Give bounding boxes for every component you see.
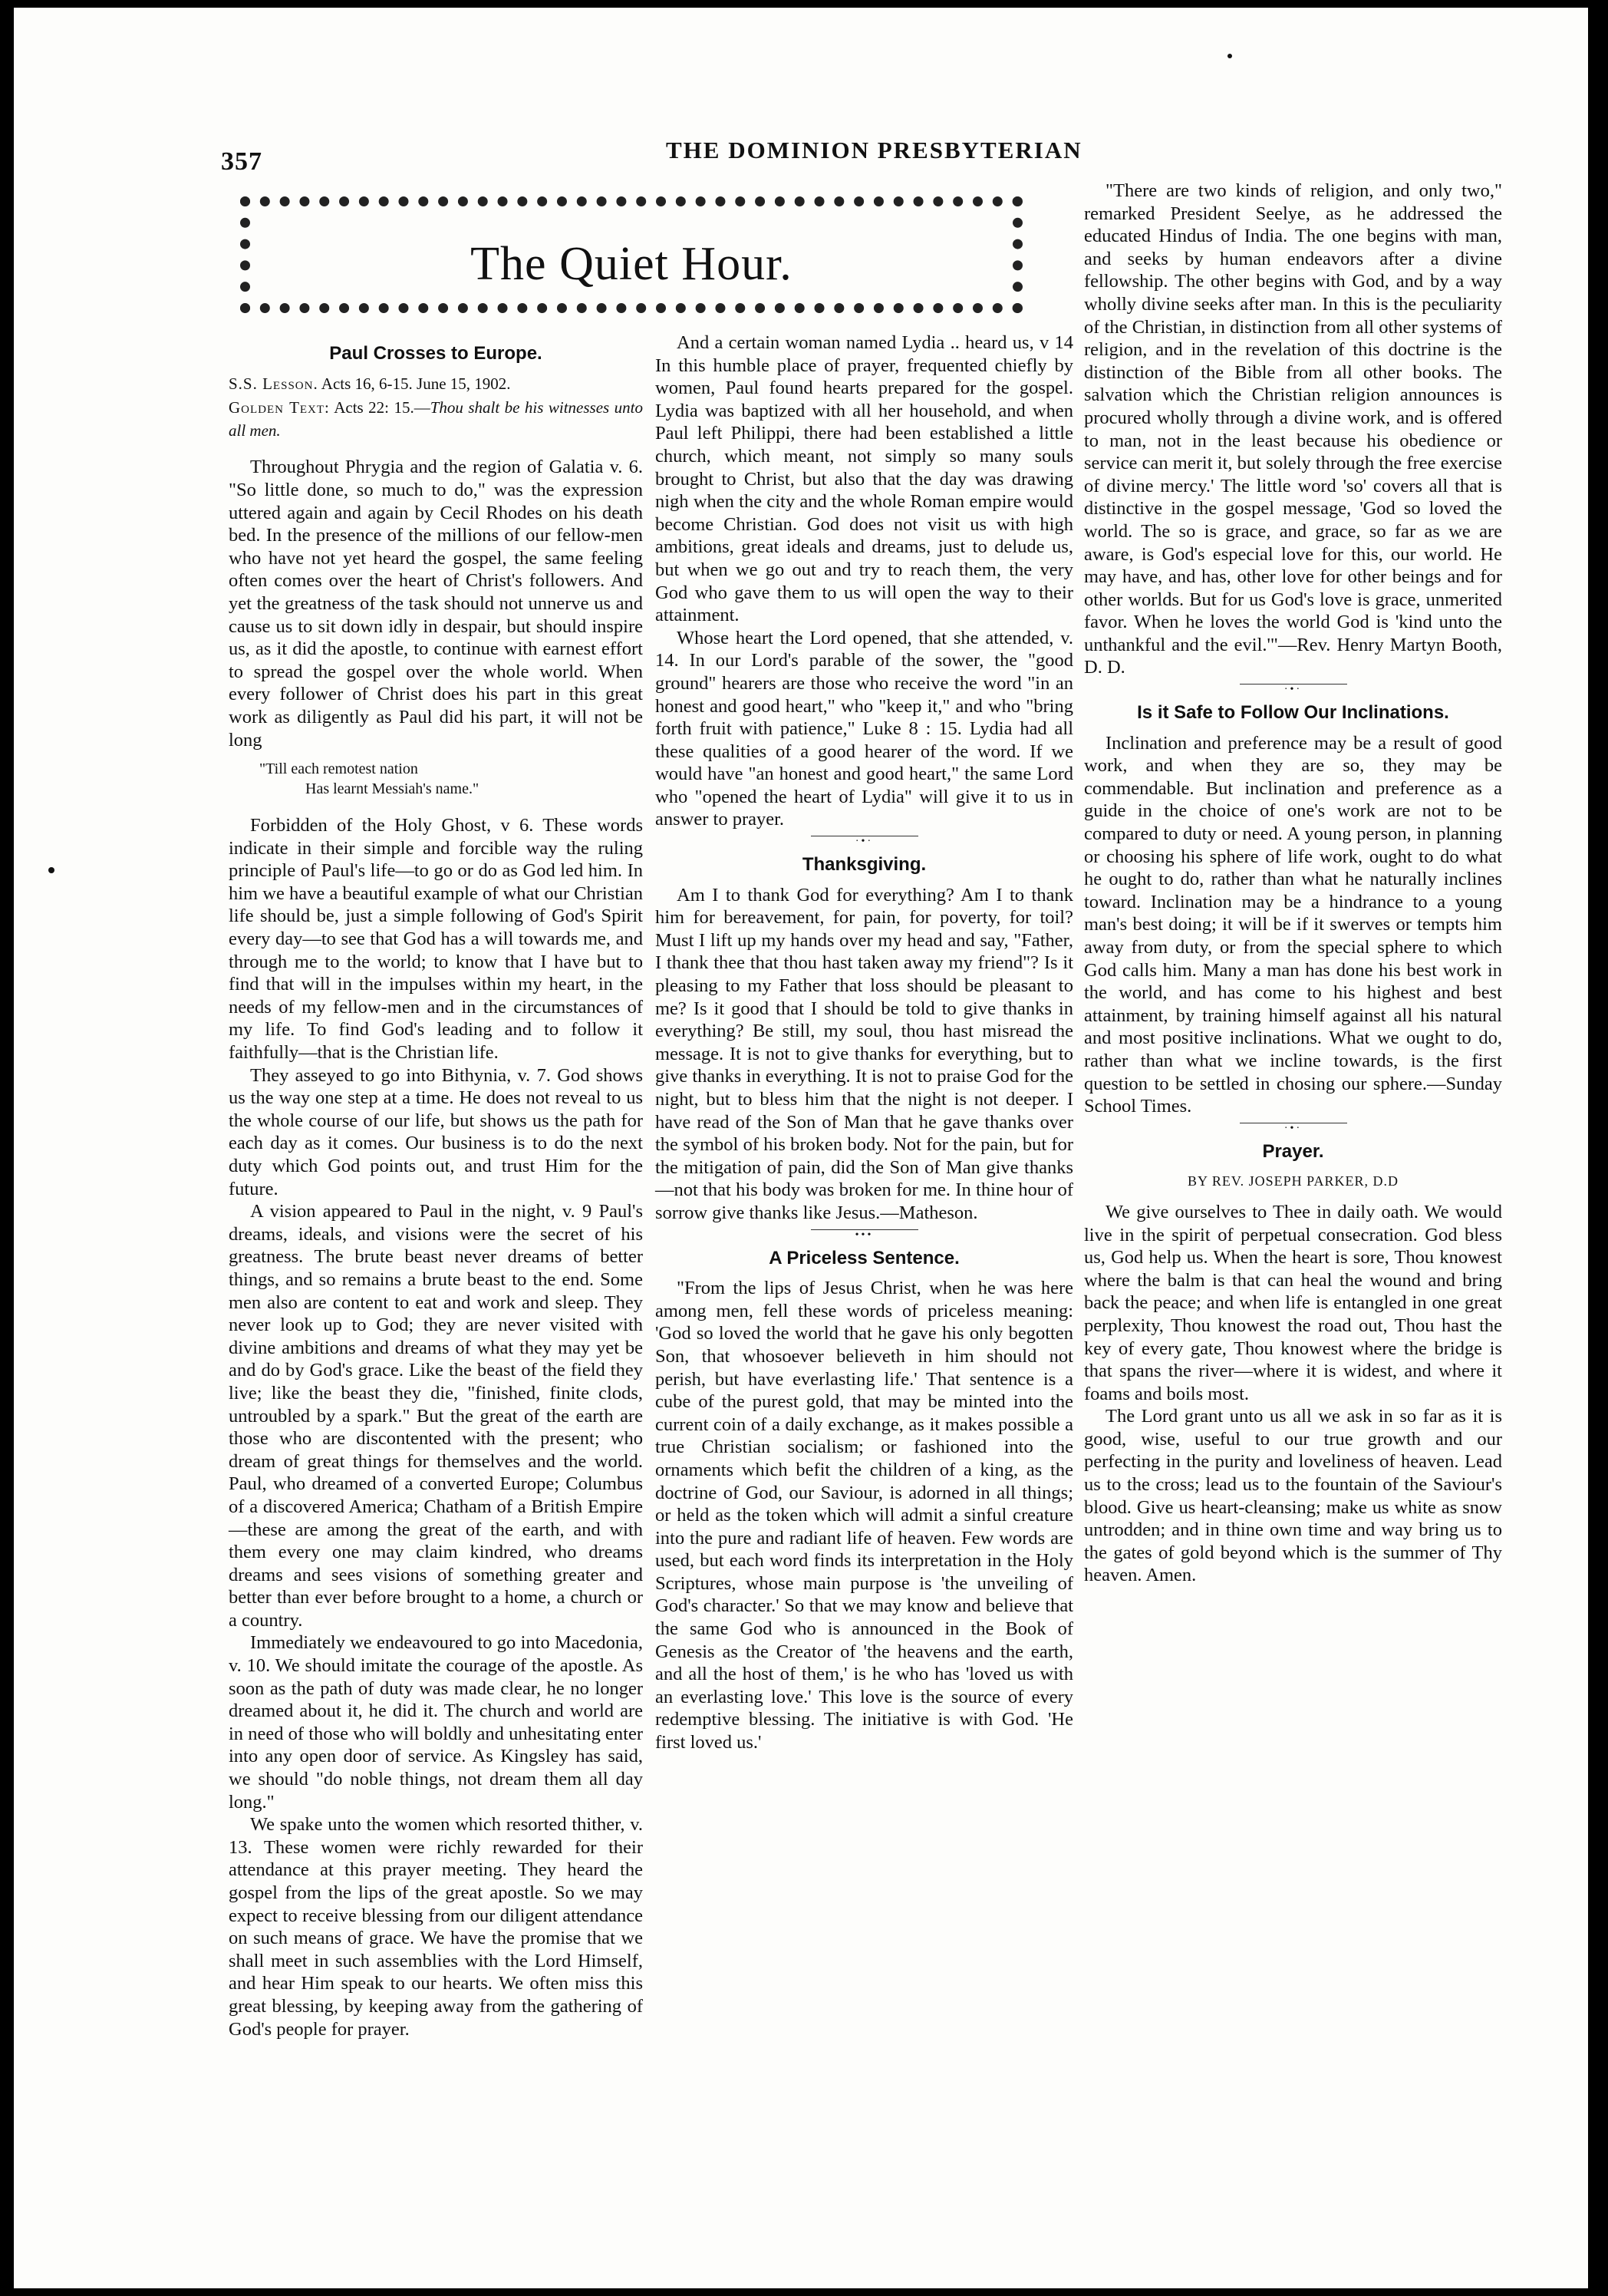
inclinations-heading: Is it Safe to Follow Our Inclinations. — [1137, 702, 1449, 724]
column-1 — [229, 342, 643, 2040]
print-speck — [48, 867, 54, 873]
verse-line: Has learnt Messiah's name." — [305, 780, 479, 798]
lesson-paragraph: They asseyed to go into Bithynia, v. 7. God shows us the way one step at a time. He does not reveal to us the whole course of our life, but shows us the path for each day as it comes. Our business is to do the next duty which God points out, and trust Him for the future. — [229, 1064, 643, 1199]
publication-title: THE DOMINION PRESBYTERIAN — [666, 137, 1082, 163]
thanksgiving-heading: Thanksgiving. — [802, 854, 927, 876]
lesson-reference — [229, 373, 643, 396]
page-number: 357 — [221, 147, 262, 176]
section-divider: ••• — [811, 1229, 918, 1241]
golden-ref: Acts 22: 15.— — [334, 398, 430, 417]
inclinations-paragraph: Inclination and preference may be a result of good work, and when they are so, they may be commendable. But inclination and preference as a guide in the choice of one's work are not to be compared to duty or need. A young person, in planning or choosing his sphere of life work, ought to do what he ought to do, rather than what he naturally inclines toward. Inclination may be a hindrance to a young man's best doing; it will be if it swerves or tempts him away from duty, or from the special sphere to which God calls him. Many a man has done his best work in the world, and has come to his highest and best attainment, by training himself against all his natural and most positive inclinations. What we ought to do, rather than what we incline towards, is the first question to be settled in chosing our sphere.—Sunday School Times. — [1084, 732, 1502, 1117]
lesson-heading: Paul Crosses to Europe. — [329, 343, 542, 364]
print-speck — [1227, 54, 1232, 58]
banner-title: The Quiet Hour. — [470, 238, 792, 290]
golden-text — [229, 397, 643, 442]
section-divider: ·•· — [811, 836, 918, 847]
lesson-paragraph: And a certain woman named Lydia .. heard us, v 14 In this humble place of prayer, frequented chiefly by women, Paul found hearts prepared for the gospel. Lydia was baptized with all her household, and when Paul left Philippi, there had been established a little church, which meant, not simply so many souls brought to Christ, but also that the day was drawing nigh when the city and the whole Roman empire would become Christian. God does not visit us with high ambitions, great ideals and dreams, just to delude us, but when we go out and try to reach them, the very God who gave them to us will open the way to their attainment. — [655, 332, 1073, 626]
lesson-paragraph: Whose heart the Lord opened, that she attended, v. 14. In our Lord's parable of the sower, the "good ground" hearers are those who receive the word "in an honest and good heart," who "keep it," and who "bring forth fruit with patience," Luke 8 : 15. Lydia had all these qualities of a good hearer of the word. If we would have "an honest and good heart," the same Lord who "opened the heart of Lydia" will give it to us in answer to prayer. — [655, 627, 1073, 830]
ss-text: Acts 16, 6-15. June 15, 1902. — [321, 374, 511, 393]
section-banner — [240, 196, 1023, 313]
newspaper-page — [14, 8, 1588, 2288]
golden-label: Golden Text: — [229, 398, 330, 417]
verse-line: "Till each remotest nation — [259, 760, 418, 778]
column-3 — [1084, 180, 1502, 1587]
column-2 — [655, 332, 1073, 1754]
sentence-heading: A Priceless Sentence. — [769, 1247, 960, 1268]
sentence-paragraph: "There are two kinds of religion, and only two," remarked President Seelye, as he addressed the educated Hindus of India. The one begins with man, and seeks by human endeavors after a divine fellowship. The other begins with God, and by a way wholly divine seeks after man. In this is the peculiarity of the Christian, in distinction from all other systems of religion, and in the revelation of this doctrine is the distinction of the Bible from all other books. The salvation which the Christian religion announces is procured wholly through a divine work, and is offered to man, not in the least because his obedience or service can merit it, but solely through the free exercise of divine mercy.' The little word 'so' covers all that is distinctive in the gospel message, 'God so loved the world. The so is grace, and grace, so far as we are aware, is God's especial love for this, our world. He may have, and has, other love for other beings and for other worlds. But for us God's love is grace, unmerited favor. When he loves the world God is 'kind unto the unthankful and the evil.'"—Rev. Henry Martyn Booth, D. D. — [1084, 180, 1502, 678]
ss-label: S.S. Lesson. — [229, 374, 318, 393]
prayer-paragraph: The Lord grant unto us all we ask in so far as it is good, wise, useful to our true growth and our perfecting in the purity and loveliness of heaven. Lead us to the cross; lead us to the fountain of the Saviour's blood. Give us heart-cleansing; make us white as snow untrodden; and in thine own time and way bring us to the gates of gold beyond which is the summer of Thy heaven. Amen. — [1084, 1406, 1502, 1586]
prayer-paragraph: We give ourselves to Thee in daily oath. We would live in the spirit of perpetual consecration. God bless us, God help us. When the heart is sore, Thou knowest where the balm is that can heal the wound and bring back the peace; and when life is entangled in one great perplexity, Thou knowest the road out, Thou hast the key of every gate, Thou knowest where the bridge is that spans the river—where it is widest, and where it foams and boils most. — [1084, 1201, 1502, 1404]
section-divider: ·•· — [1240, 1123, 1347, 1134]
prayer-heading: Prayer. — [1262, 1140, 1324, 1162]
prayer-byline: BY REV. JOSEPH PARKER, D.D — [1188, 1173, 1399, 1189]
section-divider: ·•· — [1240, 684, 1347, 695]
verse-quote — [229, 759, 643, 799]
lesson-paragraph: We spake unto the women which resorted thither, v. 13. These women were richly rewarded for their attendance at this prayer meeting. They heard the gospel from the lips of the great apostle. So we may expect to receive blessing from our diligent attendance on such means of grace. We have the promise that we shall meet in such assemblies with the Lord Himself, and hear Him speak to our hearts. We often miss this great blessing, by keeping away from the gathering of God's people for prayer. — [229, 1814, 643, 2040]
golden-quote: Thou shalt be his witnesses unto all men. — [229, 398, 644, 440]
lesson-paragraph: A vision appeared to Paul in the night, v. 9 Paul's dreams, ideals, and visions were the secret of his greatness. The brute beast never dreams of better things, and so remains a brute beast to the end. Some men also are content to eat and work and sleep. They never look up to God; they are never visited with divine ambitions and dreams of what they may yet be and do by God's grace. Like the beast of the field they live; like the beast they die, "finished, finite clods, untroubled by a spark." But the great of the earth are those who are discontented with the present; who dream of great things for themselves and the world. Paul, who dreamed of a converted Europe; Columbus of a discovered America; Chatham of a British Empire—these are among the great of the earth, and with them every one may claim kindred, who dreams dreams and sees visions of something greater and better than ever before brought to a home, a church or a country. — [229, 1201, 643, 1631]
sentence-paragraph: "From the lips of Jesus Christ, when he was here among men, fell these words of priceless meaning: 'God so loved the world that he gave his only begotten Son, that whosoever believeth in him should not perish, but have everlasting life.' That sentence is a cube of the purest gold, that may be minted into the current coin of a daily exchange, as it makes possible a true Christian socialism; or fashioned into the ornaments which befit the children of a king, as the doctrine of God, our Saviour, is adorned in all things; or held as the token which will admit a sinful creature into the pure and radiant life of heaven. Few words are used, but each word finds its interpretation in the Holy Scriptures, whose main purpose is 'the unveiling of God's character.' So that we may know and believe that the same God who is announced in the Book of Genesis as the Creator of 'the heavens and the earth, and all the host of them,' is he who has 'loved us with an everlasting love.' This love is the source of every redemptive blessing. The initiative is with God. 'He first loved us.' — [655, 1278, 1073, 1753]
lesson-paragraph: Throughout Phrygia and the region of Galatia v. 6. "So little done, so much to do," was the expression uttered again and again by Cecil Rhodes on his death bed. In the presence of the millions of our fellow-men who have not yet heard the gospel, the same feeling often comes over the heart of Christ's followers. And yet the greatness of the task should not unnerve us and cause us to sit down idly in despair, but should inspire us, as it did the apostle, to continue with earnest effort to spread the gospel over the whole world. When every follower of Christ does his part in this great work as diligently as Paul did his part, it will not be long — [229, 457, 643, 750]
thanksgiving-paragraph: Am I to thank God for everything? Am I to thank him for bereavement, for pain, for poverty, for toil? Must I lift up my hands over my head and say, "Father, I thank thee that thou hast taken away my friend"? Is it pleasing to my Father that loss should be pleasant to me? Is it good that I should be told to give thanks in everything? Be still, my soul, thou hast misread the message. It is not to give thanks for everything, but to give thanks in everything. It is not to praise God for the night, but to bless him that the night is not deeper. I have read of the Son of Man that he gave thanks over the symbol of his broken body. Not for the pain, but for the mitigation of pain, did the Son of Man give thanks—not that his body was broken for me. In thine hour of sorrow give thanks like Jesus.—Matheson. — [655, 884, 1073, 1223]
lesson-paragraph: Forbidden of the Holy Ghost, v 6. These words indicate in their simple and forcible way the ruling principle of Paul's life—to go or do as God led him. In him we have a beautiful example of what our Christian life should be, just a simple following of God's Spirit every day—to see that God has a will towards me, and through me to the world; to know that I have but to find that will in the impulses within my heart, in the needs of my fellow-men and in the circumstances of my life. To find God's leading and to follow it faithfully—that is the Christian life. — [229, 815, 643, 1064]
lesson-paragraph: Immediately we endeavoured to go into Macedonia, v. 10. We should imitate the courage of the apostle. As soon as the path of duty was made clear, he no longer dreamed about it, he did it. The church and world are in need of those who will boldly and unhesitating enter into any open door of service. As Kingsley has said, we should "do noble things, not dream them all day long." — [229, 1632, 643, 1813]
